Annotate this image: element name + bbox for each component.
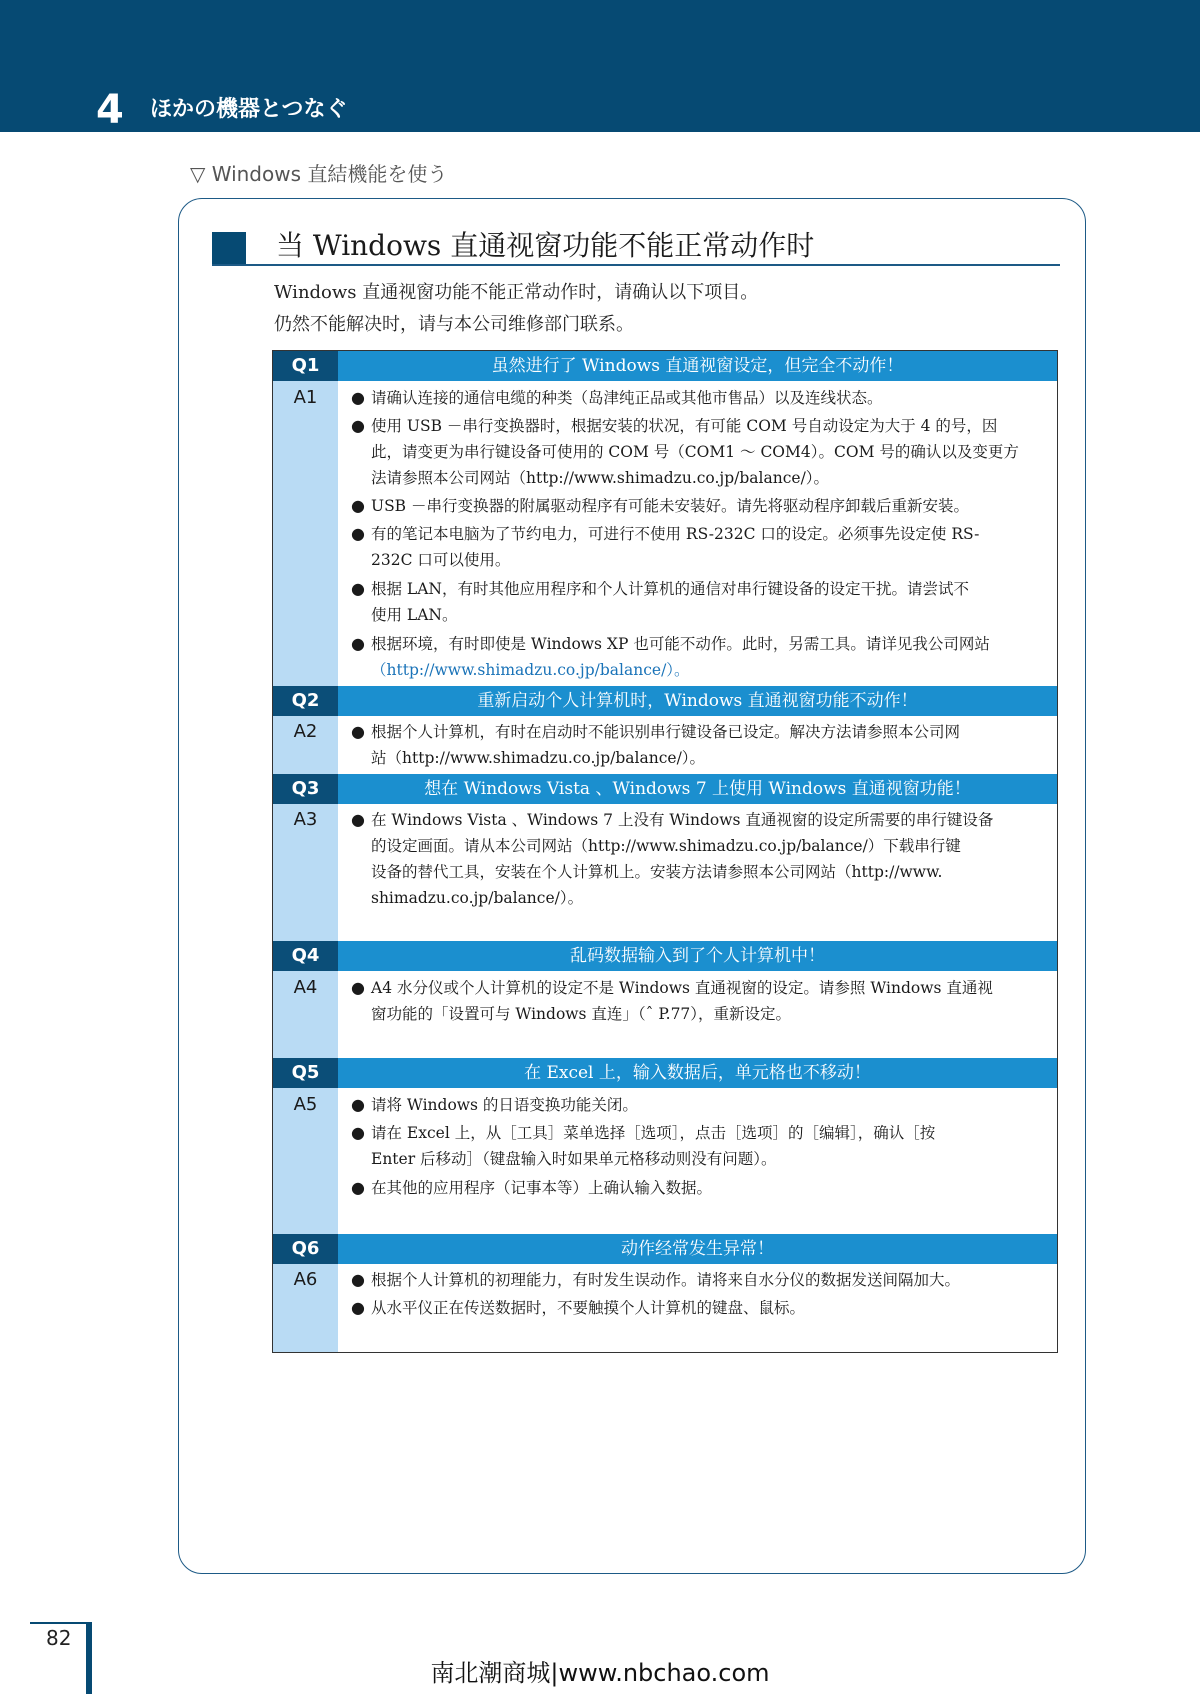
bullet-icon: ● bbox=[351, 1298, 365, 1317]
intro-line-2: 仍然不能解决时，请与本公司维修部门联系。 bbox=[274, 314, 634, 335]
answer-item: ● 使用 USB －串行变换器时，根据安装的状况，有可能 COM 号自动设定为大于 4 的号，因 此，请变更为串行键设备可使用的 COM 号（COM1 ～ COM4）。COM 号的确认以及变更方 法请参照本公司网站（http://www.shimadzu.co.jp/balance/）。 bbox=[351, 413, 1041, 491]
answer-label: A6 bbox=[293, 1269, 318, 1290]
question-row-q3 bbox=[273, 774, 1057, 804]
bullet-icon: ● bbox=[351, 579, 365, 598]
question-label: Q5 bbox=[273, 1058, 338, 1088]
question-label: Q1 bbox=[273, 351, 338, 381]
question-label: Q3 bbox=[273, 774, 338, 804]
answer-item: ● 根据个人计算机，有时在启动时不能识别串行键设备已设定。解决方法请参照本公司网 站（http://www.shimadzu.co.jp/balance/）。 bbox=[351, 719, 1041, 771]
section-title-rule bbox=[212, 264, 1060, 266]
chapter-title: ほかの機器とつなぐ bbox=[150, 97, 348, 122]
question-label: Q2 bbox=[273, 686, 338, 716]
answer-item: ● 在其他的应用程序（记事本等）上确认输入数据。 bbox=[351, 1175, 1041, 1201]
bullet-icon: ● bbox=[351, 722, 365, 741]
question-row-q2 bbox=[273, 686, 1057, 716]
answer-label-column bbox=[273, 351, 338, 1352]
breadcrumb: ▽ Windows 直結機能を使う bbox=[190, 162, 448, 186]
bullet-icon: ● bbox=[351, 1123, 365, 1142]
section-marker-icon bbox=[212, 232, 246, 264]
question-row-q1 bbox=[273, 351, 1057, 381]
question-text: 虽然进行了 Windows 直通视窗设定，但完全不动作！ bbox=[491, 356, 904, 376]
bullet-icon: ● bbox=[351, 978, 365, 997]
intro-line-1: Windows 直通视窗功能不能正常动作时，请确认以下项目。 bbox=[274, 282, 759, 303]
chapter-number: 4 bbox=[96, 87, 124, 133]
bullet-icon: ● bbox=[351, 1178, 365, 1197]
bullet-icon: ● bbox=[351, 1095, 365, 1114]
question-row-q4 bbox=[273, 941, 1057, 971]
answer-item: ● 根据 LAN，有时其他应用程序和个人计算机的通信对串行键设备的设定干扰。请尝试不 使用 LAN。 bbox=[351, 576, 1041, 628]
answer-item: ● 在 Windows Vista 、Windows 7 上没有 Windows 直通视窗的设定所需要的串行键设备 的设定画面。请从本公司网站（http://www.shimadzu.co.jp/balance/）下载串行键 设备的替代工具，安装在个人计算机上。安装方法请参照本公司网站（http://www. shimadzu.co.jp/balance/）。 bbox=[351, 807, 1041, 911]
bullet-icon: ● bbox=[351, 634, 365, 653]
bullet-icon: ● bbox=[351, 388, 365, 407]
answer-item: ● 请将 Windows 的日语变换功能关闭。 bbox=[351, 1092, 1041, 1118]
question-label: Q6 bbox=[273, 1234, 338, 1264]
bullet-icon: ● bbox=[351, 1270, 365, 1289]
bullet-icon: ● bbox=[351, 524, 365, 543]
question-row-q5 bbox=[273, 1058, 1057, 1088]
answer-label: A2 bbox=[293, 721, 318, 742]
question-text: 乱码数据输入到了个人计算机中！ bbox=[570, 946, 825, 966]
answer-item: ● 请确认连接的通信电缆的种类（岛津纯正品或其他市售品）以及连线状态。 bbox=[351, 385, 1041, 411]
bullet-icon: ● bbox=[351, 496, 365, 515]
answer-item: ● A4 水分仪或个人计算机的设定不是 Windows 直通视窗的设定。请参照 Windows 直通视 窗功能的「设置可与 Windows 直连」（ˆ P.77），重新设定。 bbox=[351, 975, 1041, 1027]
answer-label: A5 bbox=[293, 1094, 318, 1115]
answer-item: ● 请在 Excel 上，从［工具］菜单选择［选项］，点击［选项］的［编辑］，确认［按 Enter 后移动］（键盘输入时如果单元格移动则没有问题）。 bbox=[351, 1120, 1041, 1172]
question-text: 想在 Windows Vista 、Windows 7 上使用 Windows 直通视窗功能！ bbox=[424, 779, 971, 799]
question-text: 动作经常发生异常！ bbox=[621, 1239, 774, 1259]
bullet-icon: ● bbox=[351, 416, 365, 435]
answer-item: ● 根据个人计算机的初理能力，有时发生误动作。请将来自水分仪的数据发送间隔加大。 bbox=[351, 1267, 1041, 1293]
question-row-q6 bbox=[273, 1234, 1057, 1264]
section-title: 当 Windows 直通视窗功能不能正常动作时 bbox=[276, 229, 815, 262]
question-text: 重新启动个人计算机时，Windows 直通视窗功能不动作！ bbox=[477, 691, 918, 711]
answer-label: A4 bbox=[293, 977, 318, 998]
answer-item: ● USB －串行变换器的附属驱动程序有可能未安装好。请先将驱动程序卸载后重新安装。 bbox=[351, 493, 1041, 519]
page-number: 82 bbox=[46, 1626, 72, 1650]
answer-label: A1 bbox=[293, 387, 318, 408]
chapter-header-band bbox=[0, 0, 1200, 132]
question-label: Q4 bbox=[273, 941, 338, 971]
answer-label: A3 bbox=[293, 809, 318, 830]
qa-table bbox=[272, 350, 1058, 1353]
bullet-icon: ● bbox=[351, 810, 365, 829]
answer-item: ● 从水平仪正在传送数据时，不要触摸个人计算机的键盘、鼠标。 bbox=[351, 1295, 1041, 1321]
question-text: 在 Excel 上，输入数据后，单元格也不移动！ bbox=[524, 1063, 871, 1083]
watermark-text: 南北潮商城|www.nbchao.com bbox=[430, 1659, 770, 1687]
answer-item: ● 根据环境，有时即使是 Windows XP 也可能不动作。此时，另需工具。请详见我公司网站 （http://www.shimadzu.co.jp/balance/）。 bbox=[351, 631, 1041, 683]
answer-item: ● 有的笔记本电脑为了节约电力，可进行不使用 RS-232C 口的设定。必须事先设定使 RS- 232C 口可以使用。 bbox=[351, 521, 1041, 573]
